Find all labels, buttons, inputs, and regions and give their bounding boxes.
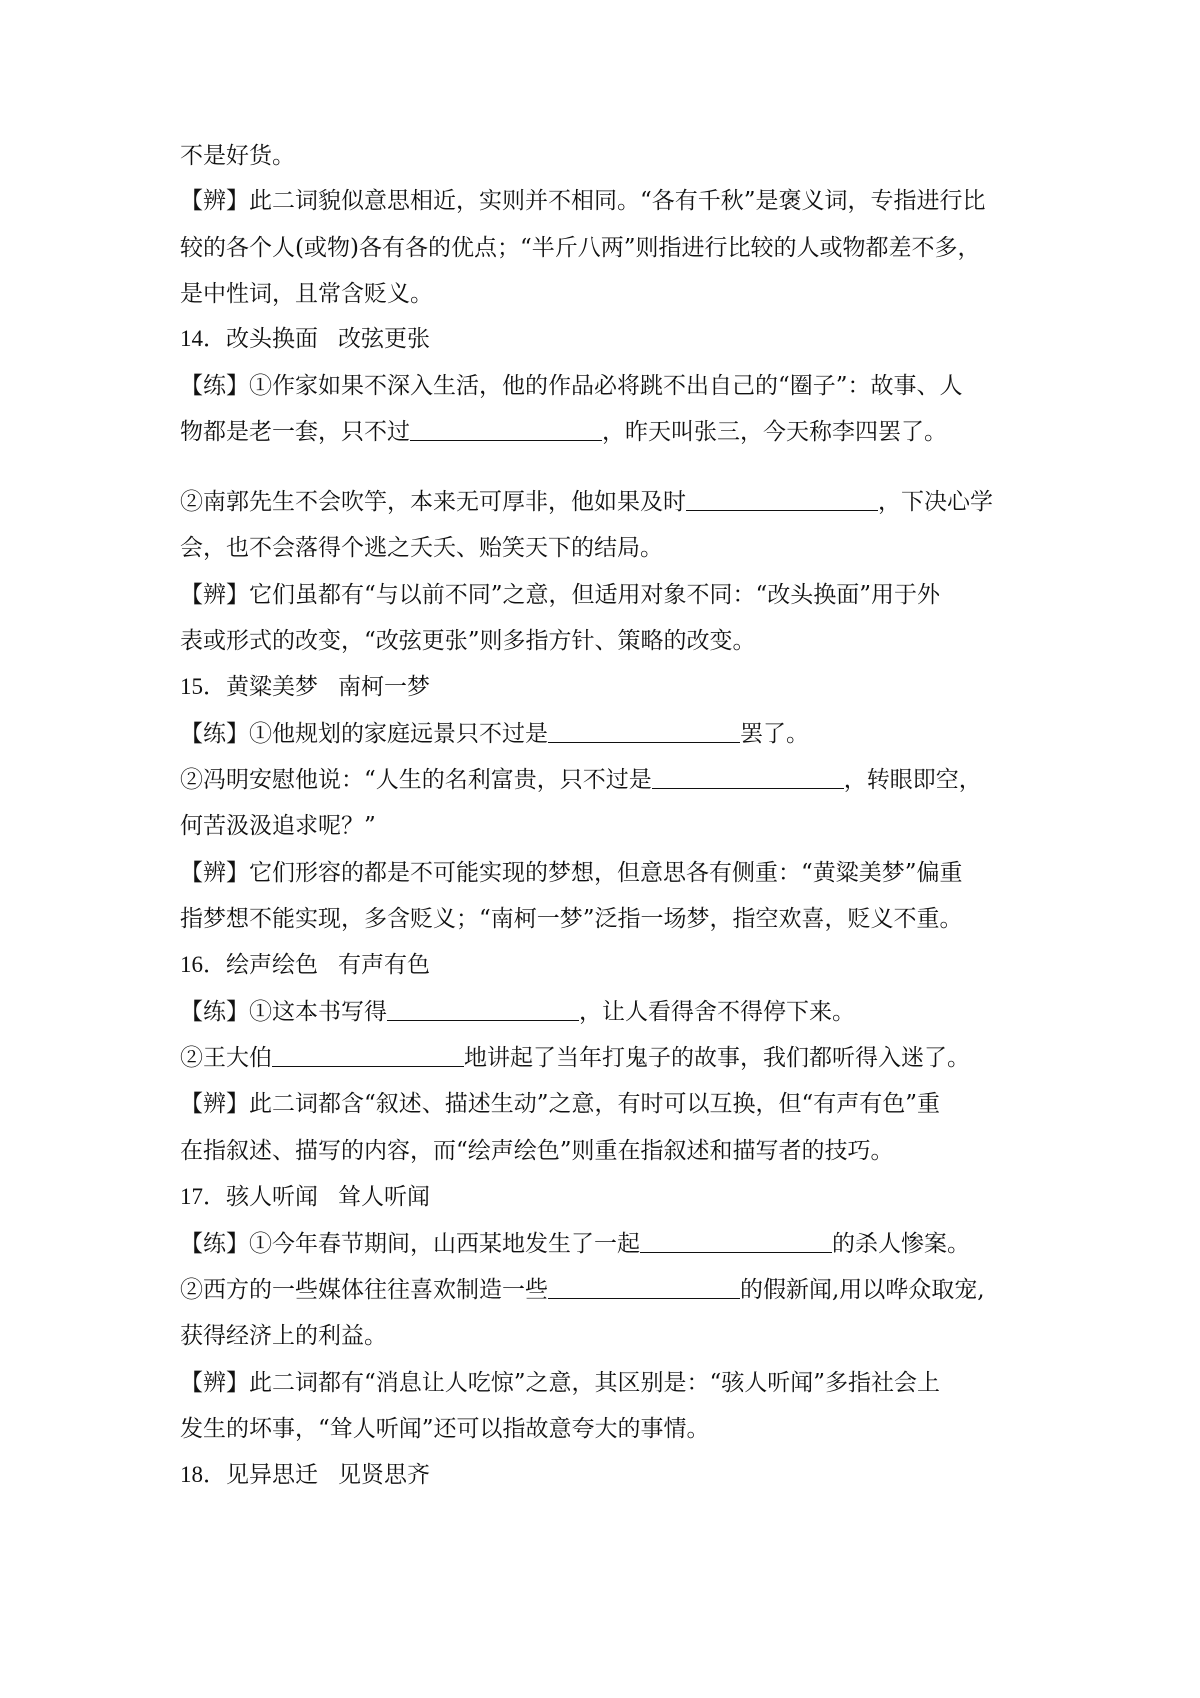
text-line: 指梦想不能实现，多含贬义；“南柯一梦”泛指一场梦，指空欢喜，贬义不重。 bbox=[180, 906, 963, 932]
text-line: 【辨】此二词貌似意思相近，实则并不相同。“各有千秋”是褒义词，专指进行比 bbox=[180, 188, 986, 214]
heading-number: 18． bbox=[180, 1462, 226, 1487]
heading-term-a: 改头换面 bbox=[226, 326, 318, 352]
text-segment: ②王大伯 bbox=[180, 1045, 272, 1071]
fill-blank[interactable] bbox=[548, 1274, 740, 1299]
fill-blank[interactable] bbox=[652, 764, 844, 789]
fill-blank[interactable] bbox=[410, 416, 602, 441]
text-segment: 物都是老一套，只不过 bbox=[180, 419, 410, 445]
text-line bbox=[180, 717, 1040, 751]
heading-term-a: 绘声绘色 bbox=[226, 952, 318, 978]
section-heading-14 bbox=[180, 322, 1040, 356]
text-line: 发生的坏事，“耸人听闻”还可以指故意夸大的事情。 bbox=[180, 1416, 710, 1442]
text-line bbox=[180, 485, 1040, 519]
text-segment: ②冯明安慰他说：“人生的名利富贵，只不过是 bbox=[180, 767, 652, 793]
text-segment: 【练】①这本书写得 bbox=[180, 999, 387, 1025]
heading-number: 16． bbox=[180, 952, 226, 977]
text-segment: 的假新闻,用以哗众取宠, bbox=[740, 1277, 985, 1303]
text-line bbox=[180, 1227, 1040, 1261]
text-segment: 【练】①今年春节期间，山西某地发生了一起 bbox=[180, 1231, 640, 1257]
fill-blank[interactable] bbox=[272, 1042, 464, 1067]
fill-blank[interactable] bbox=[686, 486, 878, 511]
text-segment: 地讲起了当年打鬼子的故事，我们都听得入迷了。 bbox=[464, 1045, 970, 1071]
text-line: 会，也不会落得个逃之夭夭、贻笑天下的结局。 bbox=[180, 535, 663, 561]
section-heading-15 bbox=[180, 670, 1040, 704]
text-segment: ②西方的一些媒体往往喜欢制造一些 bbox=[180, 1277, 548, 1303]
text-line bbox=[180, 415, 1040, 449]
heading-term-b: 见贤思齐 bbox=[338, 1462, 430, 1488]
text-line: 较的各个人(或物)各有各的优点；“半斤八两”则指进行比较的人或物都差不多， bbox=[180, 235, 981, 261]
text-line bbox=[180, 1041, 1040, 1075]
text-segment: ，昨天叫张三，今天称李四罢了。 bbox=[602, 419, 947, 445]
heading-term-b: 南柯一梦 bbox=[338, 674, 430, 700]
text-line: 【辨】此二词都有“消息让人吃惊”之意，其区别是：“骇人听闻”多指社会上 bbox=[180, 1370, 941, 1396]
heading-term-b: 耸人听闻 bbox=[338, 1184, 430, 1210]
heading-term-a: 黄粱美梦 bbox=[226, 674, 318, 700]
text-line: 在指叙述、描写的内容，而“绘声绘色”则重在指叙述和描写者的技巧。 bbox=[180, 1138, 894, 1164]
text-line: 【练】①作家如果不深入生活，他的作品必将跳不出自己的“圈子”：故事、人 bbox=[180, 373, 963, 399]
fill-blank[interactable] bbox=[548, 718, 740, 743]
heading-term-a: 骇人听闻 bbox=[226, 1184, 318, 1210]
text-segment: 【练】①他规划的家庭远景只不过是 bbox=[180, 721, 548, 747]
text-segment: ，让人看得舍不得停下来。 bbox=[579, 999, 855, 1025]
text-line bbox=[180, 1273, 1040, 1307]
text-segment: 的杀人惨案。 bbox=[832, 1231, 970, 1257]
heading-number: 14． bbox=[180, 326, 226, 351]
text-line: 【辨】此二词都含“叙述、描述生动”之意，有时可以互换，但“有声有色”重 bbox=[180, 1091, 941, 1117]
fill-blank[interactable] bbox=[387, 996, 579, 1021]
text-line: 是中性词，且常含贬义。 bbox=[180, 281, 433, 307]
text-segment: 罢了。 bbox=[740, 721, 809, 747]
text-segment: ，转眼即空， bbox=[843, 767, 982, 793]
section-heading-17 bbox=[180, 1180, 1040, 1214]
text-line: 不是好货。 bbox=[180, 143, 295, 169]
text-line: 表或形式的改变，“改弦更张”则多指方针、策略的改变。 bbox=[180, 628, 756, 654]
text-line bbox=[180, 995, 1040, 1029]
heading-term-b: 有声有色 bbox=[338, 952, 430, 978]
text-line: 【辨】它们形容的都是不可能实现的梦想，但意思各有侧重：“黄粱美梦”偏重 bbox=[180, 860, 963, 886]
text-line bbox=[180, 763, 1040, 797]
heading-number: 17． bbox=[180, 1184, 226, 1209]
text-line: 【辨】它们虽都有“与以前不同”之意，但适用对象不同：“改头换面”用于外 bbox=[180, 582, 941, 608]
text-segment: ②南郭先生不会吹竽，本来无可厚非，他如果及时 bbox=[180, 489, 686, 515]
heading-number: 15． bbox=[180, 674, 226, 699]
heading-term-b: 改弦更张 bbox=[338, 326, 430, 352]
fill-blank[interactable] bbox=[640, 1228, 832, 1253]
text-line: 何苦汲汲追求呢？” bbox=[180, 813, 376, 839]
text-line: 获得经济上的利益。 bbox=[180, 1323, 387, 1349]
section-heading-16 bbox=[180, 948, 1040, 982]
section-heading-18 bbox=[180, 1458, 1040, 1492]
heading-term-a: 见异思迁 bbox=[226, 1462, 318, 1488]
text-segment: ，下决心学 bbox=[878, 489, 993, 515]
